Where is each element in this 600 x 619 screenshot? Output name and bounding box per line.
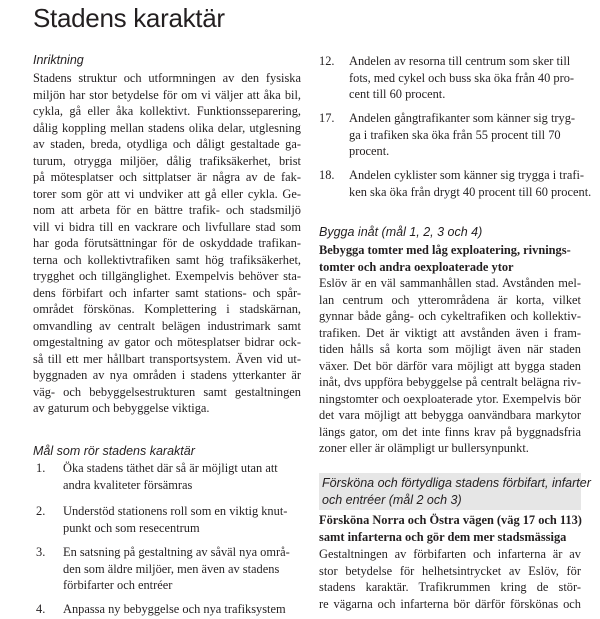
text-line: inåt, dvs uppföra bebyggelse på centralt belägna riv-: [319, 375, 581, 389]
goal-number: 18.: [319, 168, 335, 182]
text-line: stor betydelse för helhetsintrycket av Eslöv, för: [319, 563, 581, 578]
goal-number: 1.: [36, 461, 46, 475]
text-line: gynnar både gång- och cykeltrafiken och kollektiv-: [319, 309, 581, 323]
goal-text: Andelen av resorna till centrum som sker till fots, med cykel och buss ska öka från 40 pro- cent till 60 procent.: [349, 54, 575, 101]
text-line: omgestaltning av gator och mötesplatser bidrar ock-: [33, 335, 301, 349]
text-line: byggnaden av nya områden i stadens ytterkanter är: [33, 368, 301, 382]
text-line: lan centrum och ytterområdena är korta, vilket: [319, 292, 581, 307]
bygga-subheading: Bebygga tomter med låg exploatering, rivnings- tomter och andra oexploaterade ytor: [319, 243, 571, 274]
text-line: zoner eller är olämpligt ur bullersynpunkt.: [319, 441, 529, 455]
text-line: turum, otrygga miljöer, dålig trafiksäkerhet, brist: [33, 153, 301, 168]
text-line: området förskönas. Komplettering i stadskärnan,: [33, 302, 301, 316]
goal-text: Öka stadens täthet där så är möjligt utan att andra kvaliteter försämras: [63, 461, 278, 492]
text-line: trygghet och tillgänglighet. Exempelvis behöver sta-: [33, 269, 301, 283]
text-line: på mötesplatser och sittplatser är några av de fak-: [33, 170, 301, 184]
section-heading-goals: Mål som rör stadens karaktär: [33, 444, 195, 458]
goal-number: 4.: [36, 602, 46, 616]
text-line: stadens karaktär. Trafikrummen kring de stör-: [319, 580, 581, 594]
forskona-paragraph: [319, 546, 581, 612]
bygga-paragraph: [319, 275, 581, 457]
goal-number: 12.: [319, 54, 335, 68]
goal-text: Andelen cyklister som känner sig trygga i trafi- ken ska öka från drygt 40 procent till 60 procent.: [349, 168, 592, 199]
text-line: nom att arbeta för en bättre trafik- och stadsmiljö: [33, 203, 301, 217]
text-line: Eslöv är en väl sammanhållen stad. Avstånden mel-: [319, 276, 581, 290]
text-line: trafiken. Det är viktigt att avstånden även i fram-: [319, 325, 581, 340]
text-line: har goda förutsättningar för de oskyddade trafikan-: [33, 236, 301, 250]
section-heading-forskona: Försköna och förtydliga stadens förbifart, infarter och entréer (mål 2 och 3): [319, 473, 581, 510]
text-line: vill vi bidra till en vackrare och livfullare stad som: [33, 219, 301, 234]
goal-text: Understöd stationens roll som en viktig knut- punkt och som resecentrum: [63, 504, 288, 535]
goal-text: En satsning på gestaltning av såväl nya områ- den som äldre miljöer, men även av stadens förbifarter och entréer: [63, 545, 290, 592]
text-line: re vägarna och infarterna bör därför förskönas och: [319, 596, 581, 611]
text-line: av gaturum och bebyggelse viktiga.: [33, 401, 210, 415]
text-line: tiden hålls så korta som möjligt även när staden: [319, 342, 581, 356]
section-heading-inriktning: Inriktning: [33, 53, 84, 67]
text-line: växer. Det bör därför vara möjligt att bygga staden: [319, 358, 581, 373]
text-line: väg- och bebyggelsestrukturen samt gestaltningen: [33, 384, 301, 399]
text-line: längs gator, om det inte finns krav på byggnadsfria: [319, 424, 581, 439]
text-line: så till ett mer hållbart transportsystem. Även vid ut-: [33, 351, 301, 366]
goal-number: 3.: [36, 545, 46, 559]
text-line: torer som gör att vi undviker att gå eller cykla. Ge-: [33, 186, 301, 201]
text-line: terna och kollektivtrafiken samt hög trafiksäkerhet,: [33, 252, 301, 267]
text-line: dålig koppling mellan stadens olika delar, utglesning: [33, 120, 301, 135]
page-title: Stadens karaktär: [33, 3, 225, 33]
goal-number: 2.: [36, 504, 46, 518]
text-line: miljön har stor betydelse för om vi väljer att åka bil,: [33, 87, 301, 102]
intro-paragraph: [33, 70, 301, 417]
text-line: ningstomter och oexploaterade ytor. Exempelvis bör: [319, 391, 581, 406]
text-line: av staden, breda, otydliga och dåligt gestaltade ga-: [33, 137, 301, 151]
text-line: det vara möjligt att bebygga oanvändbara markytor: [319, 408, 581, 422]
goal-text: Anpassa ny bebyggelse och nya trafiksystem: [63, 602, 286, 616]
text-line: Stadens struktur och utformningen av den fysiska: [33, 71, 301, 85]
text-line: Gestaltningen av förbifarten och infarterna är av: [319, 547, 581, 561]
text-line: cykla, gå eller åka kollektivt. Funktionsseparering,: [33, 104, 301, 118]
text-line: dens förbifart och infarter samt stations- och spår-: [33, 285, 301, 300]
goal-text: Andelen gångtrafikanter som känner sig tryg- ga i trafiken ska öka från 55 procent till 70 procent.: [349, 111, 576, 158]
section-heading-bygga-inat: Bygga inåt (mål 1, 2, 3 och 4): [319, 225, 483, 239]
forskona-subheading: Försköna Norra och Östra vägen (väg 17 och 113) samt infarterna och gör dem mer stadsmässiga: [319, 513, 582, 544]
goal-number: 17.: [319, 111, 335, 125]
text-line: omvandling av centralt belägen industrimark samt: [33, 318, 301, 333]
